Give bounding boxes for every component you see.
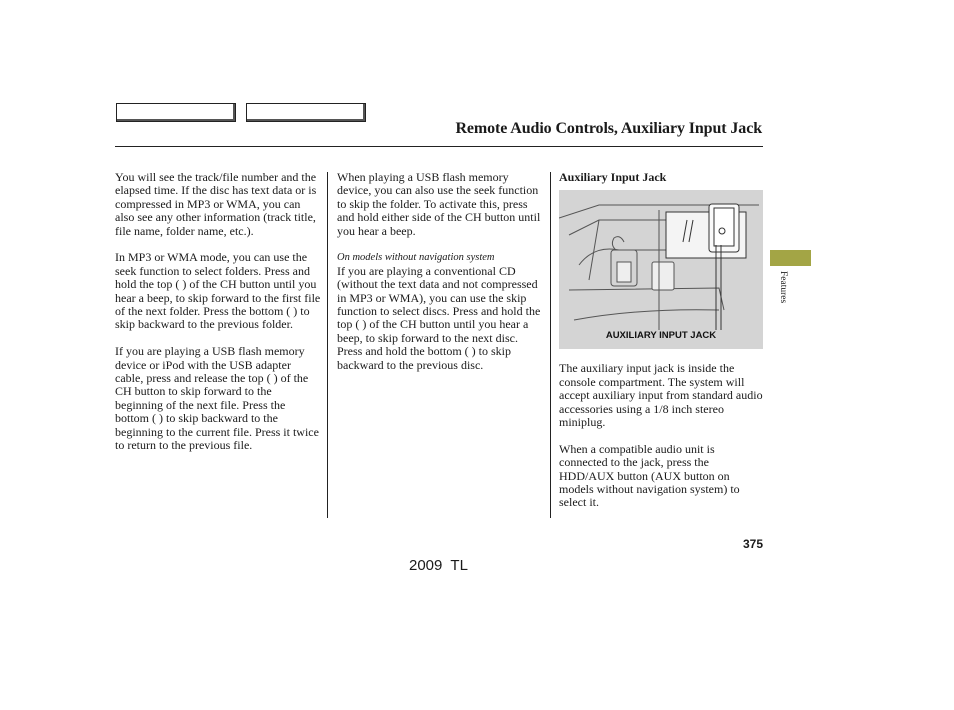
next-section-button[interactable] — [246, 103, 366, 122]
page-number: 375 — [742, 537, 763, 551]
aux-jack-illustration — [559, 190, 763, 349]
paragraph: When a compatible audio unit is connected to the jack, press the HDD/AUX button (AUX button on models without navigation system) to select it. — [559, 441, 740, 510]
column-3 — [559, 171, 763, 523]
section-heading: Auxiliary Input Jack — [559, 170, 667, 184]
figure-caption: AUXILIARY INPUT JACK — [605, 330, 717, 341]
column-divider — [327, 172, 328, 518]
model-label: 2009 TL — [409, 557, 468, 574]
paragraph: If you are playing a USB flash memory device or iPod with the USB adapter cable, press and release the top ( ) of the CH button to skip forward to the beginning of the next file. Press the bottom ( ) to skip backward to the beginning to the current file. Press it twice to return to the previous file. — [115, 344, 319, 453]
paragraph: In MP3 or WMA mode, you can use the seek function to select folders. Press and hold the top ( ) of the CH button until you hear a beep, to skip forward to the first file of the next folder. Press the bottom ( ) to skip backward to the previous folder. — [115, 250, 321, 332]
console-drawing — [559, 190, 763, 349]
column-divider — [550, 172, 551, 518]
model-note: On models without navigation system — [337, 252, 495, 264]
page-title: Remote Audio Controls, Auxiliary Input Jack — [455, 120, 762, 137]
title-divider — [115, 146, 763, 147]
section-label: Features — [778, 271, 788, 304]
paragraph: The auxiliary input jack is inside the console compartment. The system will accept auxiliary input from standard audio accessories using a 1/8 inch stereo miniplug. — [559, 361, 763, 430]
column-2 — [337, 171, 541, 385]
paragraph: You will see the track/file number and the elapsed time. If the disc has text data or is compressed in MP3 or WMA, you can also see any other information (track title, file name, folder name, etc.). — [115, 170, 317, 238]
previous-section-button[interactable] — [116, 103, 236, 122]
section-tab[interactable] — [770, 250, 811, 266]
paragraph: When playing a USB flash memory device, you can also use the seek function to skip the folder. To activate this, press and hold either side of the CH button until you hear a beep. — [337, 170, 541, 238]
paragraph: If you are playing a conventional CD (without the text data and not compressed in MP3 or WMA), you can use the skip function to select discs. Press and hold the top ( ) of the CH button until you hear a beep, to skip forward to the next disc. Press and hold the bottom ( ) to skip backward to the previous disc. — [337, 263, 541, 372]
column-1 — [115, 171, 321, 466]
